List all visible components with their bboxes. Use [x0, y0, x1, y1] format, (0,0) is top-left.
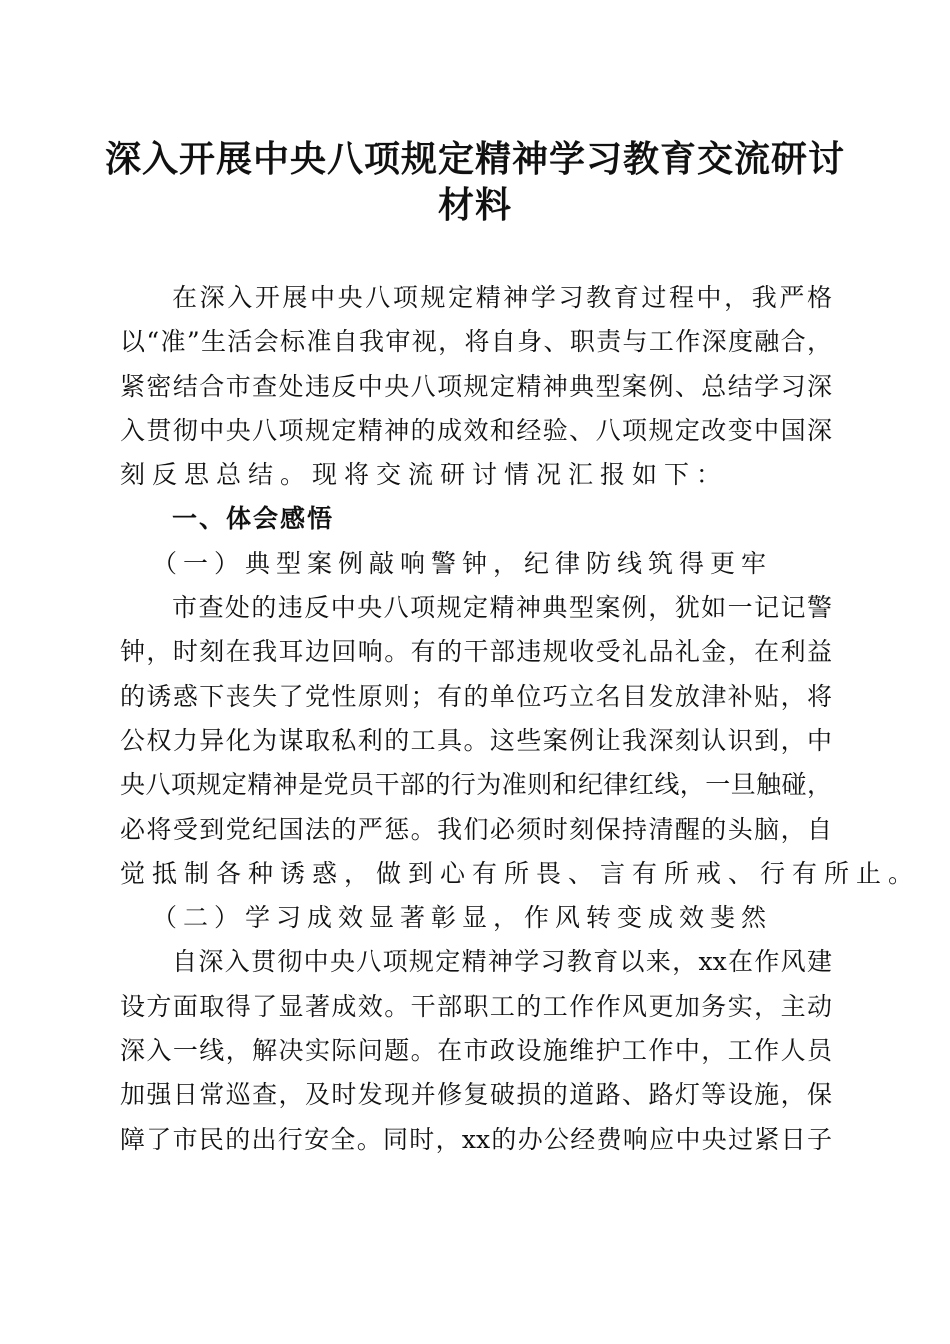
- intro-paragraph: [120, 276, 832, 497]
- text-line: 入贯彻中央八项规定精神的成效和经验、八项规定改变中国深: [120, 415, 832, 445]
- document-title-line-2: 材料: [437, 184, 512, 226]
- text-line: 障了市民的出行安全。同时，xx的办公经费响应中央过紧日子: [120, 1124, 832, 1154]
- text-line: 市查处的违反中央八项规定精神典型案例，犹如一记记警: [172, 593, 832, 623]
- text-line: 钟，时刻在我耳边回响。有的干部违规收受礼品礼金，在利益: [120, 637, 832, 667]
- text-line: 公权力异化为谋取私利的工具。这些案例让我深刻认识到，中: [120, 725, 832, 755]
- text-line: 加强日常巡查，及时发现并修复破损的道路、路灯等设施，保: [120, 1080, 832, 1110]
- text-line: 必将受到党纪国法的严惩。我们必须时刻保持清醒的头脑，自: [120, 814, 832, 844]
- text-line: 刻反思总结。现将交流研讨情况汇报如下：: [120, 460, 729, 490]
- text-line: 的诱惑下丧失了党性原则；有的单位巧立名目发放津补贴，将: [120, 681, 832, 711]
- text-line: 深入一线，解决实际问题。在市政设施维护工作中，工作人员: [120, 1036, 832, 1066]
- document-title-line-1: 深入开展中央八项规定精神学习教育交流研讨: [104, 138, 845, 180]
- section-heading: 一、体会感悟: [172, 504, 335, 534]
- document-body: [120, 276, 921, 1162]
- text-line: 紧密结合市查处违反中央八项规定精神典型案例、总结学习深: [120, 371, 832, 401]
- text-line: 在深入开展中央八项规定精神学习教育过程中，我严格: [172, 283, 832, 312]
- subsection-1-paragraph: [120, 586, 921, 896]
- text-line: 央八项规定精神是党员干部的行为准则和纪律红线，一旦触碰，: [120, 770, 832, 800]
- text-line: 设方面取得了显著成效。干部职工的工作作风更加务实，主动: [120, 991, 832, 1021]
- text-line: 以“准”生活会标准自我审视，将自身、职责与工作深度融合，: [120, 327, 832, 357]
- subsection-2-paragraph: [120, 940, 832, 1161]
- text-line: 自深入贯彻中央八项规定精神学习教育以来，xx在作风建: [172, 947, 832, 977]
- subsection-heading: （二）学习成效显著彰显，作风转变成效斐然: [152, 903, 773, 933]
- text-line: 觉抵制各种诱惑，做到心有所畏、言有所戒、行有所止。: [120, 858, 921, 888]
- subsection-heading: （一）典型案例敲响警钟，纪律防线筑得更牢: [152, 548, 773, 578]
